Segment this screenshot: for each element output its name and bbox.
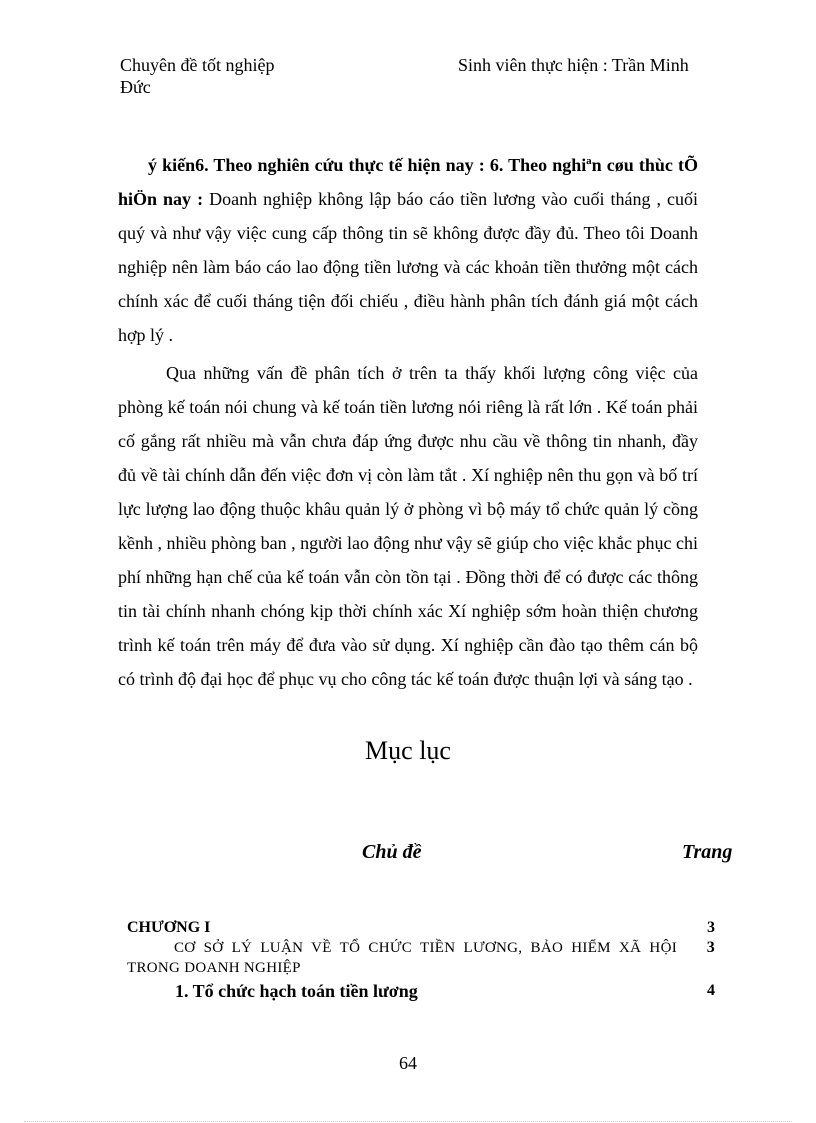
toc-row-text: CƠ SỞ LÝ LUẬN VỀ TỔ CHỨC TIỀN LƯƠNG, BẢO HIỂM XÃ HỘI TRONG DOANH NGHIỆP xyxy=(127,940,677,976)
toc-row-page: 3 xyxy=(706,939,715,956)
header-continuation: Đức xyxy=(120,77,151,97)
paragraph-2: Qua những vấn đề phân tích ở trên ta thấy khối lượng công việc của phòng kế toán nói chung và kế toán tiền lương nói riêng là rất lớn . Kế toán phải cố gắng rất nhiều mà vẫn chưa đáp ứng được nhu cầu về thông tin nhanh, đầy đủ về tài chính dẫn đến việc đơn vị còn làm tắt . Xí nghiệp nên thu gọn và bố trí lực lượng lao động thuộc khâu quản lý ở phòng vì bộ máy tổ chức quản lý cồng kềnh , nhiều phòng ban , người lao động như vậy sẽ giúp cho việc khắc phục chi phí những hạn chế của kế toán vẫn còn tồn tại . Đồng thời để có được các thông tin tài chính nhanh chóng kịp thời chính xác Xí nghiệp sớm hoàn thiện chương trình kế toán trên máy để đưa vào sử dụng. Xí nghiệp cần đào tạo thêm cán bộ có trình độ đại học để phục vụ cho công tác kế toán được thuận lợi và sáng tạo . xyxy=(118,363,698,689)
toc-row-page: 3 xyxy=(707,919,715,936)
toc-row-text: CHƯƠNG I xyxy=(127,919,211,936)
toc-title: Mục lục xyxy=(365,736,451,765)
toc-column-page: Trang xyxy=(682,841,733,863)
header-right: Sinh viên thực hiện : Trần Minh xyxy=(458,55,689,75)
bottom-divider xyxy=(24,1121,792,1122)
paragraph-1 xyxy=(118,148,698,352)
toc-row xyxy=(127,938,715,978)
page-number: 64 xyxy=(399,1053,417,1073)
toc-column-topic: Chủ đề xyxy=(362,841,422,863)
header-left: Chuyên đề tốt nghiệp xyxy=(120,55,275,75)
paragraph-1-text: Doanh nghiệp không lập báo cáo tiền lương vào cuối tháng , cuối quý và như vậy việc cung cấp thông tin sẽ không được đầy đủ. Theo tôi Doanh nghiệp nên làm báo cáo lao động tiền lương và các khoản tiền thưởng một cách chính xác để cuối tháng tiện đối chiếu , điều hành phân tích đánh giá một cách hợp lý . xyxy=(118,189,698,345)
toc-row-text: 1. Tổ chức hạch toán tiền lương xyxy=(175,981,418,1001)
toc-row-page: 4 xyxy=(707,982,715,999)
toc-row xyxy=(127,918,715,938)
paragraph-1-heading: ý kiến6. Theo nghiên cứu thực tế hiện nay : 6. Theo nghiªn cøu thùc tÕ hiÖn nay : xyxy=(118,155,698,209)
toc-row xyxy=(127,980,715,1002)
